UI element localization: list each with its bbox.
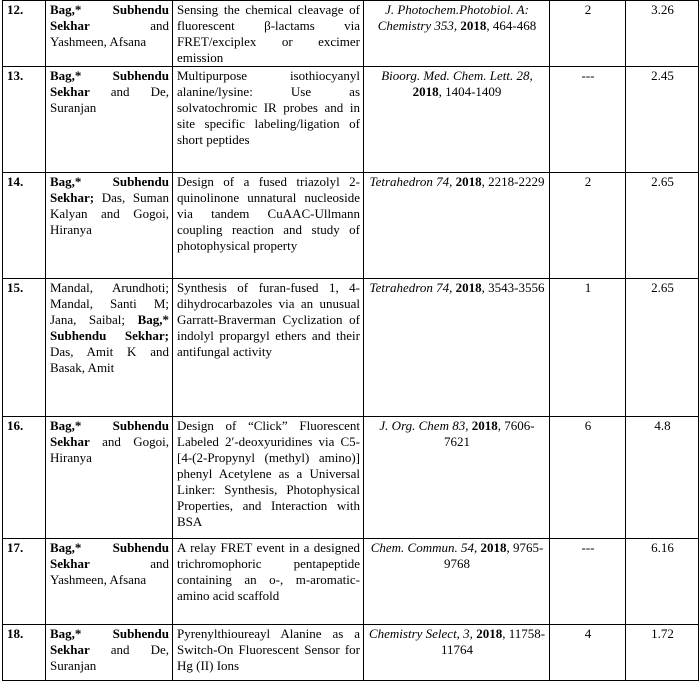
authors-cell xyxy=(46,67,173,173)
journal-name: Tetrahedron 74, xyxy=(369,174,453,189)
journal-name: Tetrahedron 74, xyxy=(369,280,453,295)
journal-pages: , 11758-11764 xyxy=(440,626,546,657)
row-number: 12. xyxy=(3,1,46,67)
author-highlighted: Bag,* Subhendu Sekhar xyxy=(50,418,169,449)
row-number: 16. xyxy=(3,417,46,539)
table-row xyxy=(3,67,699,173)
journal-name: Chemistry Select, 3, xyxy=(368,626,473,641)
author-text: and De, Suranjan xyxy=(50,642,169,673)
journal-reference xyxy=(364,67,550,173)
row-number: 17. xyxy=(3,539,46,625)
journal-name: Bioorg. Med. Chem. Lett. 28, xyxy=(381,68,533,83)
paper-title: Sensing the chemical cleavage of fluorescent β-lactams via FRET/exciplex or excimer emission xyxy=(173,1,364,67)
paper-title: Synthesis of furan-fused 1, 4-dihydrocarbazoles via an unusual Garratt-Braverman Cyclization of indolyl propargyl ethers and their antifungal activity xyxy=(173,279,364,417)
journal-year: 2018 xyxy=(412,84,439,99)
citation-count: 2 xyxy=(550,173,626,279)
impact-factor: 2.65 xyxy=(626,173,699,279)
citation-count: --- xyxy=(550,539,626,625)
author-text: and Yashmeen, Afsana xyxy=(50,18,169,49)
author-text: Das, Suman Kalyan and Gogoi, Hiranya xyxy=(50,190,169,237)
author-highlighted: Bag,* Subhendu Sekhar; xyxy=(50,174,169,205)
paper-title: Pyrenylthioureayl Alanine as a Switch-On Fluorescent Sensor for Hg (II) Ions xyxy=(173,625,364,681)
author-text: and Gogoi, Hiranya xyxy=(50,434,169,465)
paper-title: Design of a fused triazolyl 2-quinolinone unnatural nucleoside via tandem CuAAC-Ullmann coupling reaction and study of photophysical property xyxy=(173,173,364,279)
authors-cell xyxy=(46,279,173,417)
journal-year: 2018 xyxy=(460,18,487,33)
journal-name: Chem. Commun. 54, xyxy=(370,540,478,555)
impact-factor: 2.65 xyxy=(626,279,699,417)
paper-title: Multipurpose isothiocyanyl alanine/lysine: Use as solvatochromic IR probes and in site specific labeling/ligation of short peptides xyxy=(173,67,364,173)
author-text: Mandal, Arundhoti; Mandal, Santi M; Jana, Saibal; xyxy=(50,280,169,327)
table-row xyxy=(3,1,699,67)
authors-cell xyxy=(46,539,173,625)
journal-year: 2018 xyxy=(476,626,503,641)
author-text: and Yashmeen, Afsana xyxy=(50,556,169,587)
publications-table-body xyxy=(3,1,699,681)
journal-year: 2018 xyxy=(455,280,482,295)
table-row xyxy=(3,417,699,539)
journal-pages: , 3543-3556 xyxy=(481,280,545,295)
journal-pages: , 9765-9768 xyxy=(444,540,544,571)
impact-factor: 3.26 xyxy=(626,1,699,67)
journal-reference xyxy=(364,539,550,625)
paper-title: Design of “Click” Fluorescent Labeled 2′-deoxyuridines via C5-[4-(2-Propynyl (methyl) amino)] phenyl Acetylene as a Universal Linker: Synthesis, Photophysical Properties, and Interaction with BSA xyxy=(173,417,364,539)
journal-year: 2018 xyxy=(455,174,482,189)
row-number: 15. xyxy=(3,279,46,417)
row-number: 14. xyxy=(3,173,46,279)
author-highlighted: Bag,* Subhendu Sekhar; xyxy=(50,312,169,343)
impact-factor: 4.8 xyxy=(626,417,699,539)
journal-pages: , 2218-2229 xyxy=(481,174,545,189)
citation-count: 6 xyxy=(550,417,626,539)
authors-cell xyxy=(46,417,173,539)
journal-name: J. Org. Chem 83, xyxy=(379,418,469,433)
author-text: Das, Amit K and Basak, Amit xyxy=(50,344,169,375)
author-highlighted: Bag,* Subhendu Sekhar xyxy=(50,540,169,571)
author-text: and De, Suranjan xyxy=(50,84,169,115)
journal-pages: , 464-468 xyxy=(486,18,537,33)
author-highlighted: Bag,* Subhendu Sekhar xyxy=(50,2,169,33)
citation-count: 1 xyxy=(550,279,626,417)
citation-count: --- xyxy=(550,67,626,173)
journal-reference xyxy=(364,279,550,417)
journal-reference xyxy=(364,173,550,279)
journal-pages: , 7606-7621 xyxy=(444,418,535,449)
journal-year: 2018 xyxy=(480,540,507,555)
impact-factor: 1.72 xyxy=(626,625,699,681)
journal-reference xyxy=(364,417,550,539)
author-highlighted: Bag,* Subhendu Sekhar xyxy=(50,626,169,657)
journal-reference xyxy=(364,1,550,67)
journal-year: 2018 xyxy=(471,418,498,433)
table-row xyxy=(3,279,699,417)
table-row xyxy=(3,539,699,625)
journal-reference xyxy=(364,625,550,681)
authors-cell xyxy=(46,1,173,67)
journal-name: J. Photochem.Photobiol. A: Chemistry 353, xyxy=(377,2,529,33)
paper-title: A relay FRET event in a designed trichromophoric pentapeptide containing an o-, m-aromatic-amino acid scaffold xyxy=(173,539,364,625)
publications-table xyxy=(2,0,699,681)
citation-count: 4 xyxy=(550,625,626,681)
journal-pages: , 1404-1409 xyxy=(438,84,502,99)
table-row xyxy=(3,625,699,681)
impact-factor: 6.16 xyxy=(626,539,699,625)
authors-cell xyxy=(46,173,173,279)
authors-cell xyxy=(46,625,173,681)
impact-factor: 2.45 xyxy=(626,67,699,173)
row-number: 18. xyxy=(3,625,46,681)
author-highlighted: Bag,* Subhendu Sekhar xyxy=(50,68,169,99)
row-number: 13. xyxy=(3,67,46,173)
table-row xyxy=(3,173,699,279)
citation-count: 2 xyxy=(550,1,626,67)
